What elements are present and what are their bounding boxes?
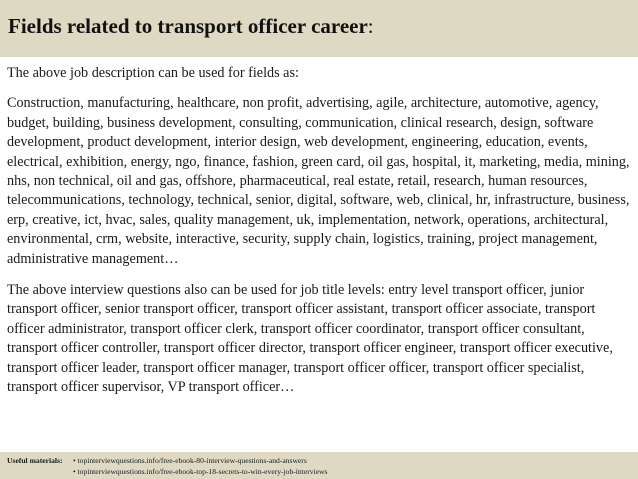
useful-materials-label [7, 456, 73, 467]
fields-list-paragraph: Construction, manufacturing, healthcare, non profit, advertising, agile, architecture, automotive, agency, budget, building, business development, consulting, communication, clinical research, design, software development, product development, interior design, web development, engineering, education, events, electrical, exhibition, energy, ngo, finance, fashion, green card, oil gas, hospital, it, marketing, media, mining, nhs, non technical, oil and gas, offshore, pharmaceutical, real estate, retail, research, human resources, telecommunications, technology, technical, senior, digital, software, web, clinical, hr, infrastructure, business, erp, creative, ict, hvac, sales, quality management, uk, implementation, network, operations, architectural, environmental, crm, website, interactive, security, supply chain, logistics, training, project management, administrative management… [7, 95, 630, 267]
footer-row-1 [7, 456, 638, 467]
useful-materials-label-separator: : [59, 456, 63, 465]
title-banner [0, 0, 638, 57]
job-title-levels-paragraph: The above interview questions also can be used for job title levels: entry level transport officer, junior transport officer, senior transport officer, transport officer assistant, transport officer associate, transport officer administrator, transport officer clerk, transport officer coordinator, transport officer consultant, transport officer controller, transport officer director, transport officer engineer, transport officer executive, transport officer leader, transport officer manager, transport officer officer, transport officer specialist, transport officer supervisor, VP transport officer… [7, 282, 613, 396]
footer-row-2 [7, 467, 638, 478]
page-title [8, 13, 638, 39]
footer-bar [0, 452, 638, 479]
page-title-colon: : [367, 14, 374, 38]
slide-body [7, 64, 635, 398]
page-title-text: Fields related to transport officer career [8, 14, 368, 38]
footer-label-spacer [7, 467, 73, 478]
useful-material-link-2[interactable]: • topinterviewquestions.info/free-ebook-top-18-secrets-to-win-every-job-interviews [73, 466, 328, 476]
intro-text: The above job description can be used for fields as: [7, 65, 299, 81]
useful-material-link-1[interactable]: • topinterviewquestions.info/free-ebook-80-interview-questions-and-answers [73, 456, 307, 465]
useful-materials-label-text: Useful materials [7, 456, 60, 465]
